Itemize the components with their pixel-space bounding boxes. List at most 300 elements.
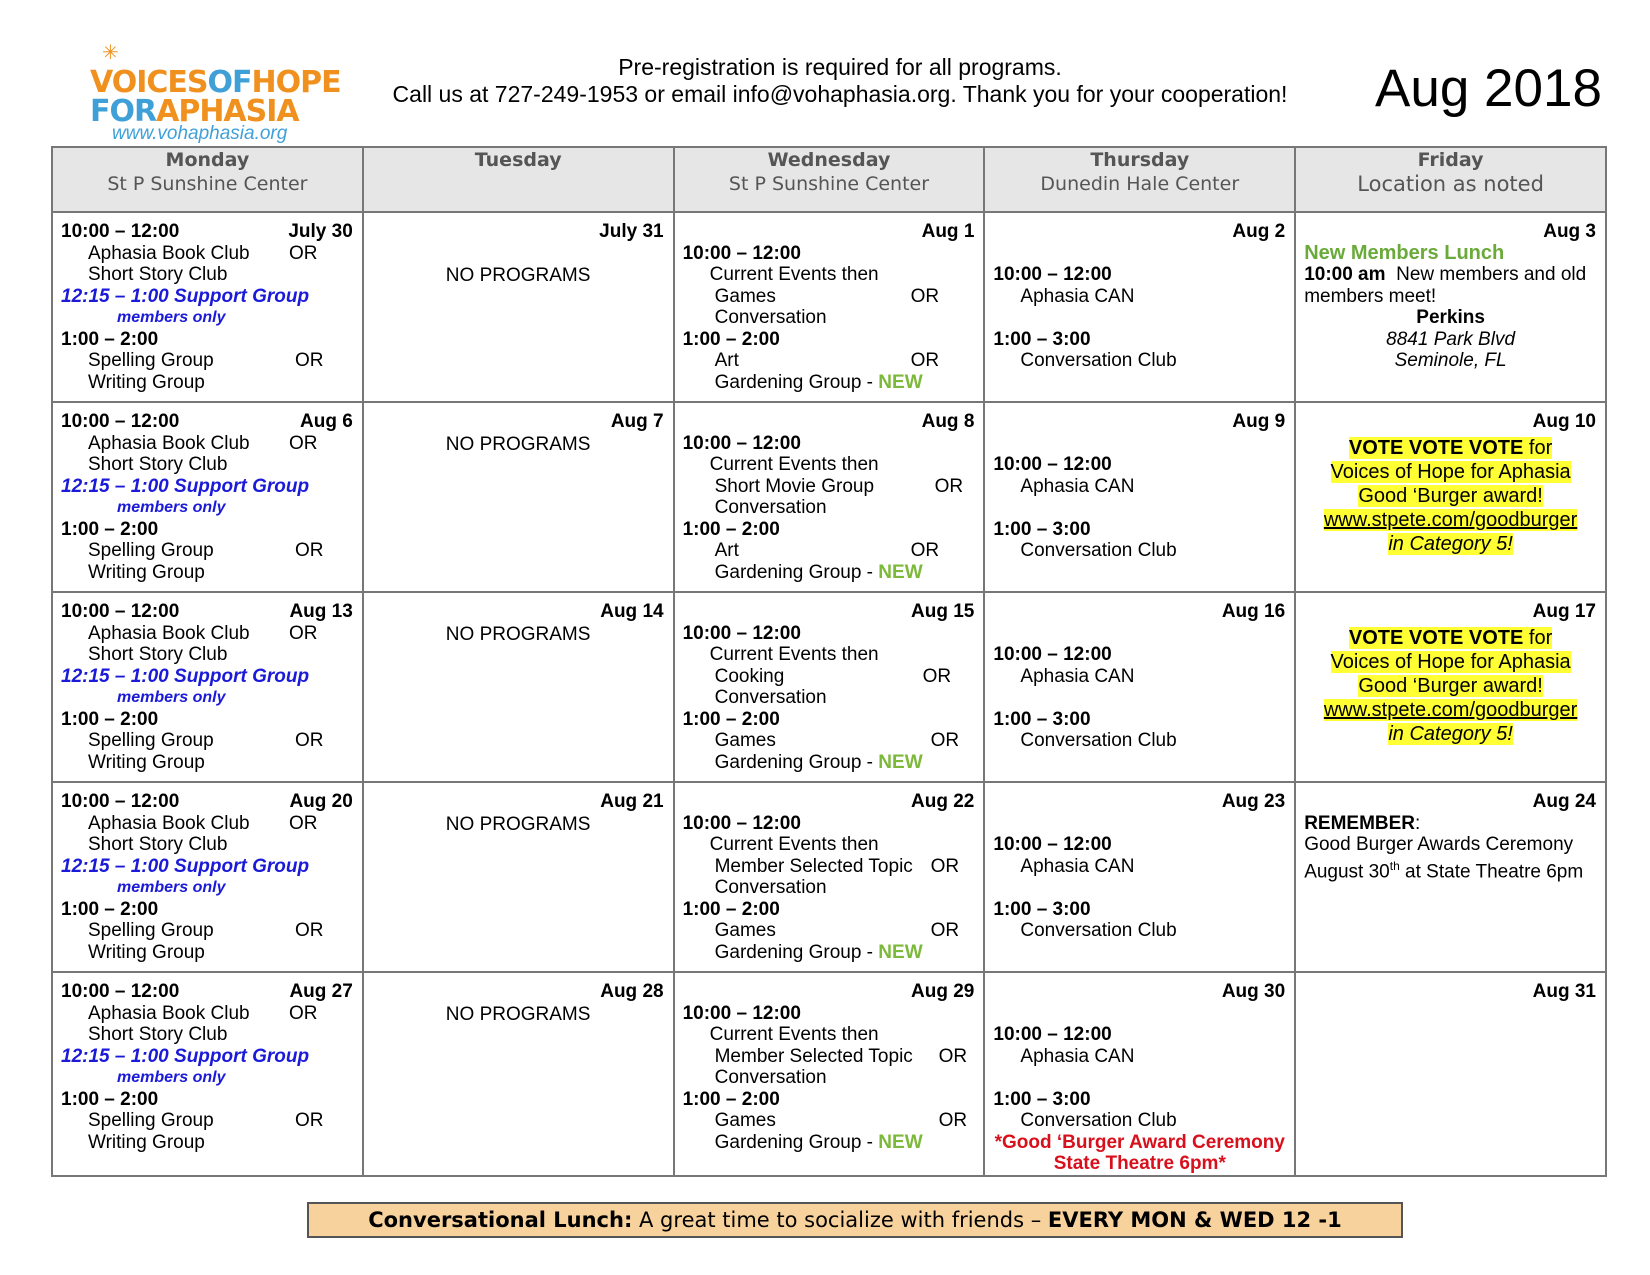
activity-line bbox=[61, 1024, 354, 1046]
no-programs: NO PROGRAMS bbox=[445, 1004, 591, 1025]
no-programs: NO PROGRAMS bbox=[445, 814, 591, 835]
activity: Gardening Group - bbox=[714, 561, 879, 583]
venue-line bbox=[1304, 307, 1597, 329]
date-label: Aug 29 bbox=[911, 981, 975, 1002]
address-line: Seminole, FL bbox=[1394, 350, 1507, 371]
activity-line bbox=[61, 752, 354, 774]
address-line: 8841 Park Blvd bbox=[1386, 328, 1516, 350]
activity: Writing Group bbox=[88, 941, 205, 963]
activity: Art bbox=[714, 350, 739, 371]
ceremony-line bbox=[993, 1153, 1286, 1175]
activity-line bbox=[683, 1046, 976, 1068]
venue-name: Perkins bbox=[1416, 307, 1485, 328]
members-only-line bbox=[61, 1067, 354, 1089]
conversational-lunch-banner: Conversational Lunch: A great time to socialize with friends – EVERY MON & WED 12 -1 bbox=[307, 1202, 1403, 1238]
activity-line bbox=[993, 540, 1286, 562]
date-label: Aug 2 bbox=[1232, 221, 1286, 242]
vote-text: Good ‘Burger award! bbox=[1358, 484, 1543, 507]
activity-line bbox=[993, 350, 1286, 372]
activity: Aphasia CAN bbox=[1020, 475, 1135, 497]
goodburger-link[interactable]: www.stpete.com/goodburger bbox=[1323, 508, 1578, 531]
activity: Spelling Group bbox=[88, 730, 214, 751]
date-label: Aug 10 bbox=[1532, 411, 1596, 432]
line bbox=[1304, 243, 1597, 265]
header-tuesday: Tuesday bbox=[363, 147, 674, 212]
activity-line bbox=[683, 372, 976, 394]
vote-text: in Category 5! bbox=[1388, 532, 1513, 555]
members-only: members only bbox=[117, 499, 226, 516]
logo-line-1: VOICESOFHOPE bbox=[90, 65, 341, 100]
or-label: OR bbox=[289, 242, 318, 264]
activity: Short Story Club bbox=[88, 1024, 228, 1045]
new-badge: NEW bbox=[878, 561, 923, 583]
support-group-line bbox=[61, 286, 354, 308]
time-label: 10:00 – 12:00 bbox=[61, 411, 180, 432]
activity: Conversation bbox=[714, 877, 827, 898]
activity-line bbox=[61, 1110, 354, 1132]
activity: Games bbox=[714, 285, 776, 307]
activity: Spelling Group bbox=[88, 540, 214, 561]
or-label: OR bbox=[938, 1110, 968, 1131]
line bbox=[61, 709, 354, 731]
activity: Conversation bbox=[714, 687, 827, 708]
activity-line bbox=[683, 350, 976, 372]
activity-line bbox=[61, 1003, 354, 1025]
time-label: 1:00 – 2:00 bbox=[682, 898, 780, 920]
line bbox=[61, 519, 354, 541]
members-only: members only bbox=[117, 1069, 226, 1086]
line bbox=[683, 243, 976, 265]
calendar-table bbox=[51, 146, 1607, 1177]
or-label: OR bbox=[295, 540, 324, 561]
or-label: OR bbox=[910, 540, 940, 561]
activity-line bbox=[61, 243, 354, 265]
logo-url: www.vohaphasia.org bbox=[112, 123, 288, 144]
monday-cell bbox=[52, 972, 363, 1176]
or-label: OR bbox=[910, 285, 940, 307]
activity: Writing Group bbox=[88, 751, 205, 773]
or-label: OR bbox=[295, 920, 324, 941]
line bbox=[61, 1089, 354, 1111]
line bbox=[993, 454, 1286, 476]
activity: Conversation bbox=[714, 497, 827, 518]
activity: Spelling Group bbox=[88, 350, 214, 371]
or-label: OR bbox=[922, 665, 952, 687]
activity-line bbox=[993, 856, 1286, 878]
or-label: OR bbox=[289, 622, 318, 644]
activity-line bbox=[61, 644, 354, 666]
activity: Gardening Group - bbox=[714, 1131, 879, 1153]
thursday-cell bbox=[984, 402, 1295, 592]
thursday-cell bbox=[984, 972, 1295, 1176]
time-label: 1:00 – 2:00 bbox=[61, 708, 159, 730]
activity-line bbox=[683, 476, 976, 498]
activity: Writing Group bbox=[88, 561, 205, 583]
vote-text: for bbox=[1523, 626, 1553, 649]
date-label: Aug 14 bbox=[600, 601, 664, 622]
header-friday: Friday Location as noted bbox=[1295, 147, 1606, 212]
support-group-line bbox=[61, 856, 354, 878]
vote-text: in Category 5! bbox=[1388, 722, 1513, 745]
date-label: Aug 30 bbox=[1221, 981, 1286, 1002]
or-label: OR bbox=[289, 432, 318, 454]
time-label: 1:00 – 3:00 bbox=[993, 1088, 1091, 1110]
activity-line bbox=[61, 540, 354, 562]
or-label: OR bbox=[289, 812, 318, 834]
activity-line bbox=[61, 834, 354, 856]
goodburger-link[interactable]: www.stpete.com/goodburger bbox=[1323, 698, 1578, 721]
no-programs: NO PROGRAMS bbox=[445, 624, 591, 645]
line bbox=[683, 899, 976, 921]
activity: Member Selected Topic bbox=[714, 1045, 913, 1067]
time-label: 10:00 – 12:00 bbox=[682, 1002, 801, 1024]
ceremony-line bbox=[993, 1132, 1286, 1154]
vote-announcement bbox=[1304, 626, 1597, 746]
activity-line bbox=[61, 433, 354, 455]
wednesday-cell bbox=[674, 972, 985, 1176]
date-label: Aug 1 bbox=[921, 221, 975, 242]
line bbox=[683, 1003, 976, 1025]
support-group-line bbox=[61, 666, 354, 688]
week-row bbox=[52, 212, 1606, 402]
thursday-cell bbox=[984, 592, 1295, 782]
time-label: 1:00 – 2:00 bbox=[61, 328, 159, 350]
line bbox=[993, 1024, 1286, 1046]
activity: Gardening Group - bbox=[714, 371, 879, 393]
activity-line bbox=[61, 264, 354, 286]
sunburst-icon: ✳ bbox=[102, 42, 119, 64]
line bbox=[683, 433, 976, 455]
no-programs: NO PROGRAMS bbox=[445, 265, 591, 286]
time-label: 1:00 – 2:00 bbox=[682, 328, 780, 350]
line bbox=[683, 709, 976, 731]
activity: Current Events then bbox=[709, 834, 879, 855]
line bbox=[993, 644, 1286, 666]
activity: Current Events then bbox=[709, 644, 879, 665]
line bbox=[993, 264, 1286, 286]
reminder-heading: REMEMBER: bbox=[1304, 812, 1421, 834]
date-label: July 31 bbox=[599, 221, 664, 242]
time-label: 1:00 – 3:00 bbox=[993, 328, 1091, 350]
week-row bbox=[52, 782, 1606, 972]
support-group: 12:15 – 1:00 Support Group bbox=[61, 475, 310, 497]
line bbox=[683, 329, 976, 351]
activity-line bbox=[683, 264, 976, 286]
time-label: 10:00 – 12:00 bbox=[993, 264, 1112, 285]
line bbox=[683, 623, 976, 645]
event-detail bbox=[1304, 264, 1597, 307]
logo-line-2: FORAPHASIA bbox=[90, 94, 299, 129]
vote-announcement bbox=[1304, 436, 1597, 556]
line bbox=[61, 899, 354, 921]
activity-line bbox=[683, 307, 976, 329]
tuesday-cell bbox=[363, 212, 674, 402]
date-label: Aug 21 bbox=[600, 791, 664, 812]
event-time: 10:00 am bbox=[1304, 264, 1386, 285]
activity: Short Story Club bbox=[88, 264, 228, 285]
date-label: Aug 8 bbox=[921, 411, 975, 432]
friday-cell bbox=[1295, 402, 1606, 592]
date-label: Aug 16 bbox=[1221, 601, 1286, 622]
activity: Gardening Group - bbox=[714, 941, 879, 963]
date-label: Aug 22 bbox=[911, 791, 975, 812]
wednesday-cell bbox=[674, 212, 985, 402]
monday-cell bbox=[52, 402, 363, 592]
support-group: 12:15 – 1:00 Support Group bbox=[61, 285, 310, 307]
date-label: Aug 17 bbox=[1532, 601, 1596, 622]
activity: Current Events then bbox=[709, 454, 879, 475]
activity: Member Selected Topic bbox=[714, 855, 913, 877]
activity-line bbox=[683, 877, 976, 899]
address bbox=[1304, 329, 1597, 351]
activity-line bbox=[683, 666, 976, 688]
support-group-line bbox=[61, 1046, 354, 1068]
support-group: 12:15 – 1:00 Support Group bbox=[61, 855, 310, 877]
time-label: 10:00 – 12:00 bbox=[682, 622, 801, 644]
activity-line bbox=[61, 562, 354, 584]
notice-line-2: Call us at 727-249-1953 or email info@vohaphasia.org. Thank you for your cooperation! bbox=[392, 81, 1288, 107]
activity: Aphasia CAN bbox=[1020, 855, 1135, 877]
or-label: OR bbox=[910, 350, 940, 371]
time-label: 1:00 – 2:00 bbox=[61, 898, 159, 920]
activity-line bbox=[683, 1110, 976, 1132]
activity: Art bbox=[714, 540, 739, 561]
activity-line bbox=[683, 286, 976, 308]
line bbox=[683, 519, 976, 541]
vote-text: Voices of Hope for Aphasia bbox=[1330, 650, 1571, 673]
activity: Current Events then bbox=[709, 1024, 879, 1045]
time-label: 10:00 – 12:00 bbox=[682, 242, 801, 264]
week-row bbox=[52, 972, 1606, 1176]
activity-line bbox=[683, 1067, 976, 1089]
activity-line bbox=[993, 730, 1286, 752]
date-label: Aug 27 bbox=[289, 981, 353, 1002]
date-label: Aug 9 bbox=[1232, 411, 1286, 432]
activity: Games bbox=[714, 920, 776, 941]
tuesday-cell bbox=[363, 782, 674, 972]
time-label: 10:00 – 12:00 bbox=[993, 454, 1112, 475]
activity-line bbox=[61, 942, 354, 964]
header-wednesday: Wednesday St P Sunshine Center bbox=[674, 147, 985, 212]
reminder-text: Good Burger Awards Ceremony bbox=[1304, 834, 1574, 855]
thursday-cell bbox=[984, 212, 1295, 402]
date-label: Aug 7 bbox=[610, 411, 664, 432]
time-label: 10:00 – 12:00 bbox=[61, 221, 180, 242]
activity: Conversation Club bbox=[1020, 540, 1177, 561]
line bbox=[683, 1089, 976, 1111]
activity: Conversation bbox=[714, 1067, 827, 1088]
activity-line bbox=[683, 1024, 976, 1046]
or-label: OR bbox=[295, 730, 324, 751]
time-label: 1:00 – 3:00 bbox=[993, 898, 1091, 920]
week-row bbox=[52, 592, 1606, 782]
activity-line bbox=[683, 497, 976, 519]
line bbox=[993, 899, 1286, 921]
activity-line bbox=[61, 730, 354, 752]
friday-cell bbox=[1295, 782, 1606, 972]
time-label: 10:00 – 12:00 bbox=[61, 791, 180, 812]
new-badge: NEW bbox=[878, 1131, 923, 1153]
or-label: OR bbox=[295, 350, 324, 371]
activity: Cooking bbox=[714, 665, 785, 687]
time-label: 10:00 – 12:00 bbox=[61, 981, 180, 1002]
activity-line bbox=[993, 920, 1286, 942]
time-label: 1:00 – 2:00 bbox=[682, 1088, 780, 1110]
activity: Conversation Club bbox=[1020, 350, 1177, 371]
or-label: OR bbox=[930, 920, 960, 941]
activity: Short Story Club bbox=[88, 834, 228, 855]
vote-text: Voices of Hope for Aphasia bbox=[1330, 460, 1571, 483]
activity-line bbox=[993, 476, 1286, 498]
activity-line bbox=[61, 454, 354, 476]
date-label: Aug 13 bbox=[289, 601, 353, 622]
notice-line-1: Pre-registration is required for all programs. bbox=[618, 54, 1062, 80]
new-badge: NEW bbox=[878, 371, 923, 393]
monday-cell bbox=[52, 592, 363, 782]
date-label: Aug 6 bbox=[300, 411, 353, 432]
thursday-cell bbox=[984, 782, 1295, 972]
time-label: 10:00 – 12:00 bbox=[682, 432, 801, 454]
line bbox=[1304, 834, 1597, 856]
tuesday-cell bbox=[363, 402, 674, 592]
activity-line bbox=[683, 687, 976, 709]
line bbox=[61, 329, 354, 351]
date-label: Aug 31 bbox=[1532, 981, 1596, 1002]
members-only: members only bbox=[117, 689, 226, 706]
activity-line bbox=[683, 1132, 976, 1154]
activity-line bbox=[993, 286, 1286, 308]
activity: Current Events then bbox=[709, 264, 879, 285]
tuesday-cell bbox=[363, 592, 674, 782]
or-label: OR bbox=[295, 1110, 324, 1131]
members-only-line bbox=[61, 497, 354, 519]
activity-line bbox=[61, 813, 354, 835]
activity: Aphasia Book Club bbox=[88, 812, 250, 834]
time-label: 1:00 – 3:00 bbox=[993, 518, 1091, 540]
activity: Spelling Group bbox=[88, 1110, 214, 1131]
activity: Short Story Club bbox=[88, 454, 228, 475]
time-label: 1:00 – 3:00 bbox=[993, 708, 1091, 730]
header-row bbox=[52, 147, 1606, 212]
reminder-date-line: August 30th at State Theatre 6pm bbox=[1304, 858, 1584, 882]
activity-line bbox=[683, 920, 976, 942]
or-label: OR bbox=[934, 475, 964, 497]
ceremony-note: *Good ‘Burger Award Ceremony bbox=[994, 1131, 1285, 1153]
line bbox=[993, 519, 1286, 541]
activity: Writing Group bbox=[88, 1131, 205, 1153]
line bbox=[683, 813, 976, 835]
support-group-line bbox=[61, 476, 354, 498]
monday-cell bbox=[52, 782, 363, 972]
activity: Short Story Club bbox=[88, 644, 228, 665]
activity: Conversation Club bbox=[1020, 1110, 1177, 1131]
time-label: 10:00 – 12:00 bbox=[993, 644, 1112, 665]
activity: Aphasia Book Club bbox=[88, 622, 250, 644]
activity-line bbox=[61, 350, 354, 372]
date-label: Aug 3 bbox=[1543, 221, 1596, 242]
vote-text: VOTE VOTE VOTE bbox=[1348, 626, 1524, 649]
event-text: New members and old members meet! bbox=[1304, 264, 1587, 307]
activity-line bbox=[683, 752, 976, 774]
support-group: 12:15 – 1:00 Support Group bbox=[61, 1045, 310, 1067]
activity: Games bbox=[714, 730, 776, 751]
activity: Games bbox=[714, 1110, 776, 1131]
time-label: 10:00 – 12:00 bbox=[61, 601, 180, 622]
vote-text: for bbox=[1523, 436, 1553, 459]
time-label: 1:00 – 2:00 bbox=[682, 518, 780, 540]
date-label: Aug 20 bbox=[289, 791, 353, 812]
address bbox=[1304, 350, 1597, 372]
wednesday-cell bbox=[674, 782, 985, 972]
or-label: OR bbox=[938, 1045, 968, 1067]
or-label: OR bbox=[930, 730, 960, 751]
line bbox=[993, 329, 1286, 351]
activity-line bbox=[61, 920, 354, 942]
wednesday-cell bbox=[674, 402, 985, 592]
date-label: Aug 28 bbox=[600, 981, 664, 1002]
friday-cell bbox=[1295, 592, 1606, 782]
week-row bbox=[52, 402, 1606, 592]
ceremony-note: State Theatre 6pm* bbox=[1053, 1153, 1226, 1174]
activity: Conversation bbox=[714, 307, 827, 328]
vote-text: VOTE VOTE VOTE bbox=[1348, 436, 1524, 459]
date-label: Aug 24 bbox=[1532, 791, 1596, 812]
no-programs: NO PROGRAMS bbox=[445, 434, 591, 455]
new-badge: NEW bbox=[878, 941, 923, 963]
activity-line bbox=[61, 372, 354, 394]
activity-line bbox=[683, 644, 976, 666]
date-label: Aug 15 bbox=[911, 601, 975, 622]
activity: Aphasia Book Club bbox=[88, 1002, 250, 1024]
friday-cell bbox=[1295, 212, 1606, 402]
time-label: 1:00 – 2:00 bbox=[61, 1088, 159, 1110]
wednesday-cell bbox=[674, 592, 985, 782]
support-group: 12:15 – 1:00 Support Group bbox=[61, 665, 310, 687]
time-label: 10:00 – 12:00 bbox=[993, 1024, 1112, 1045]
members-only-line bbox=[61, 687, 354, 709]
members-only: members only bbox=[117, 879, 226, 896]
members-only: members only bbox=[117, 309, 226, 326]
activity-line bbox=[993, 666, 1286, 688]
activity: Aphasia Book Club bbox=[88, 242, 250, 264]
friday-cell bbox=[1295, 972, 1606, 1176]
vote-text: Good ‘Burger award! bbox=[1358, 674, 1543, 697]
activity: Writing Group bbox=[88, 371, 205, 393]
registration-notice bbox=[380, 54, 1300, 108]
activity: Aphasia CAN bbox=[1020, 665, 1135, 687]
tuesday-cell bbox=[363, 972, 674, 1176]
activity-line bbox=[683, 562, 976, 584]
header-monday: Monday St P Sunshine Center bbox=[52, 147, 363, 212]
activity: Conversation Club bbox=[1020, 730, 1177, 751]
logo bbox=[90, 40, 350, 145]
activity: Gardening Group - bbox=[714, 751, 879, 773]
activity: Aphasia CAN bbox=[1020, 285, 1135, 307]
activity: Aphasia CAN bbox=[1020, 1045, 1135, 1067]
line bbox=[993, 1089, 1286, 1111]
event-title: New Members Lunch bbox=[1304, 241, 1505, 264]
activity-line bbox=[993, 1110, 1286, 1132]
or-label: OR bbox=[930, 855, 960, 877]
activity: Conversation Club bbox=[1020, 920, 1177, 941]
activity: Short Movie Group bbox=[714, 475, 875, 497]
activity-line bbox=[683, 730, 976, 752]
activity-line bbox=[683, 942, 976, 964]
date-label: July 30 bbox=[288, 221, 353, 242]
time-label: 10:00 – 12:00 bbox=[682, 812, 801, 834]
line bbox=[993, 834, 1286, 856]
month-title: Aug 2018 bbox=[1375, 59, 1602, 118]
